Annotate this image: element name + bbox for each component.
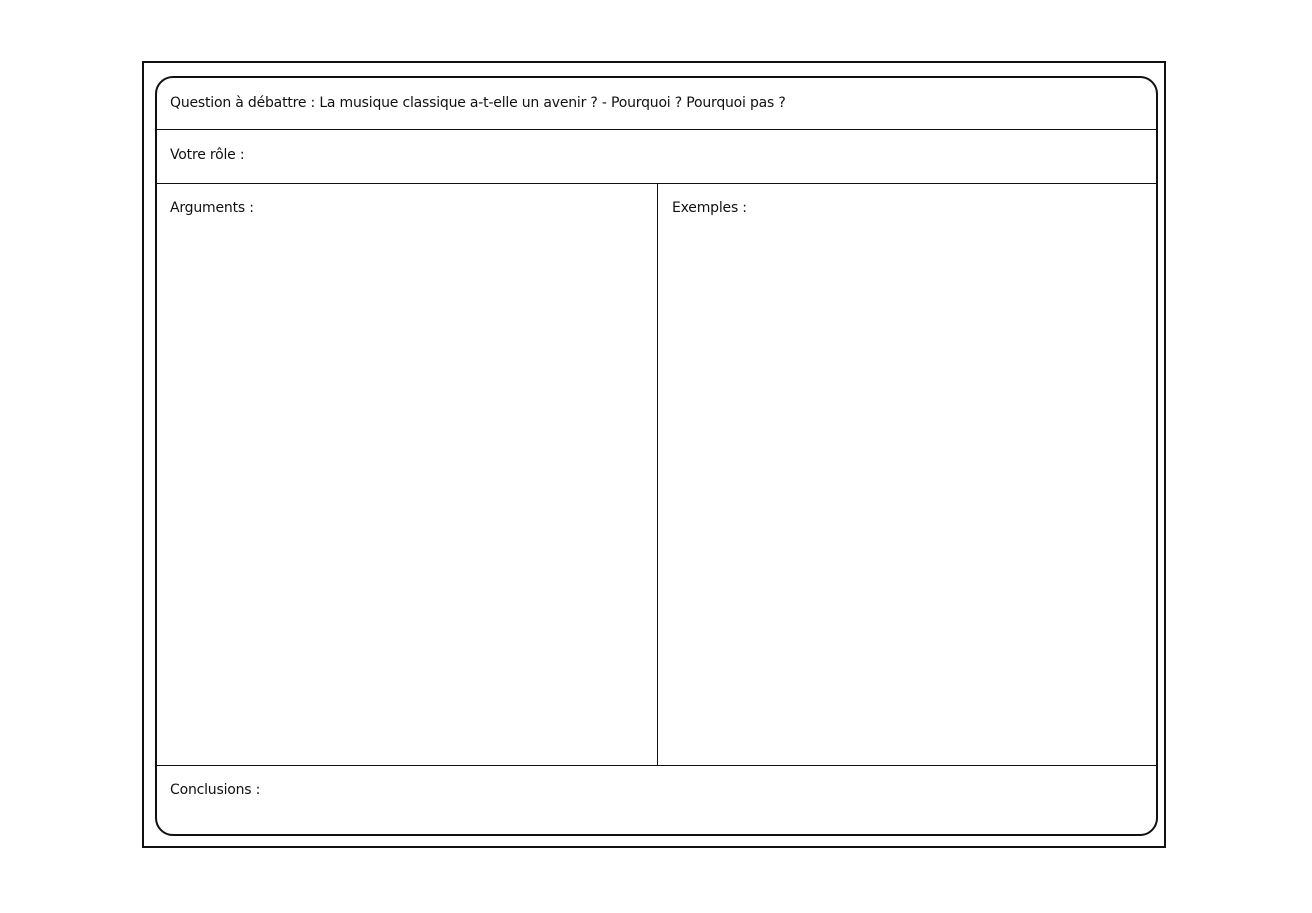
arguments-label: Arguments : <box>170 200 254 216</box>
question-row <box>157 78 1156 130</box>
conclusions-row[interactable] <box>157 766 1156 834</box>
examples-label: Exemples : <box>672 200 747 216</box>
debate-worksheet <box>155 76 1158 836</box>
examples-box[interactable] <box>658 184 1156 765</box>
arguments-box[interactable] <box>157 184 658 765</box>
conclusions-label: Conclusions : <box>170 782 261 798</box>
question-label: Question à débattre : La musique classique a-t-elle un avenir ? - Pourquoi ? Pourquoi pas ? <box>170 95 786 111</box>
role-row[interactable] <box>157 130 1156 184</box>
role-label: Votre rôle : <box>170 147 245 163</box>
arguments-examples-row <box>157 184 1156 766</box>
